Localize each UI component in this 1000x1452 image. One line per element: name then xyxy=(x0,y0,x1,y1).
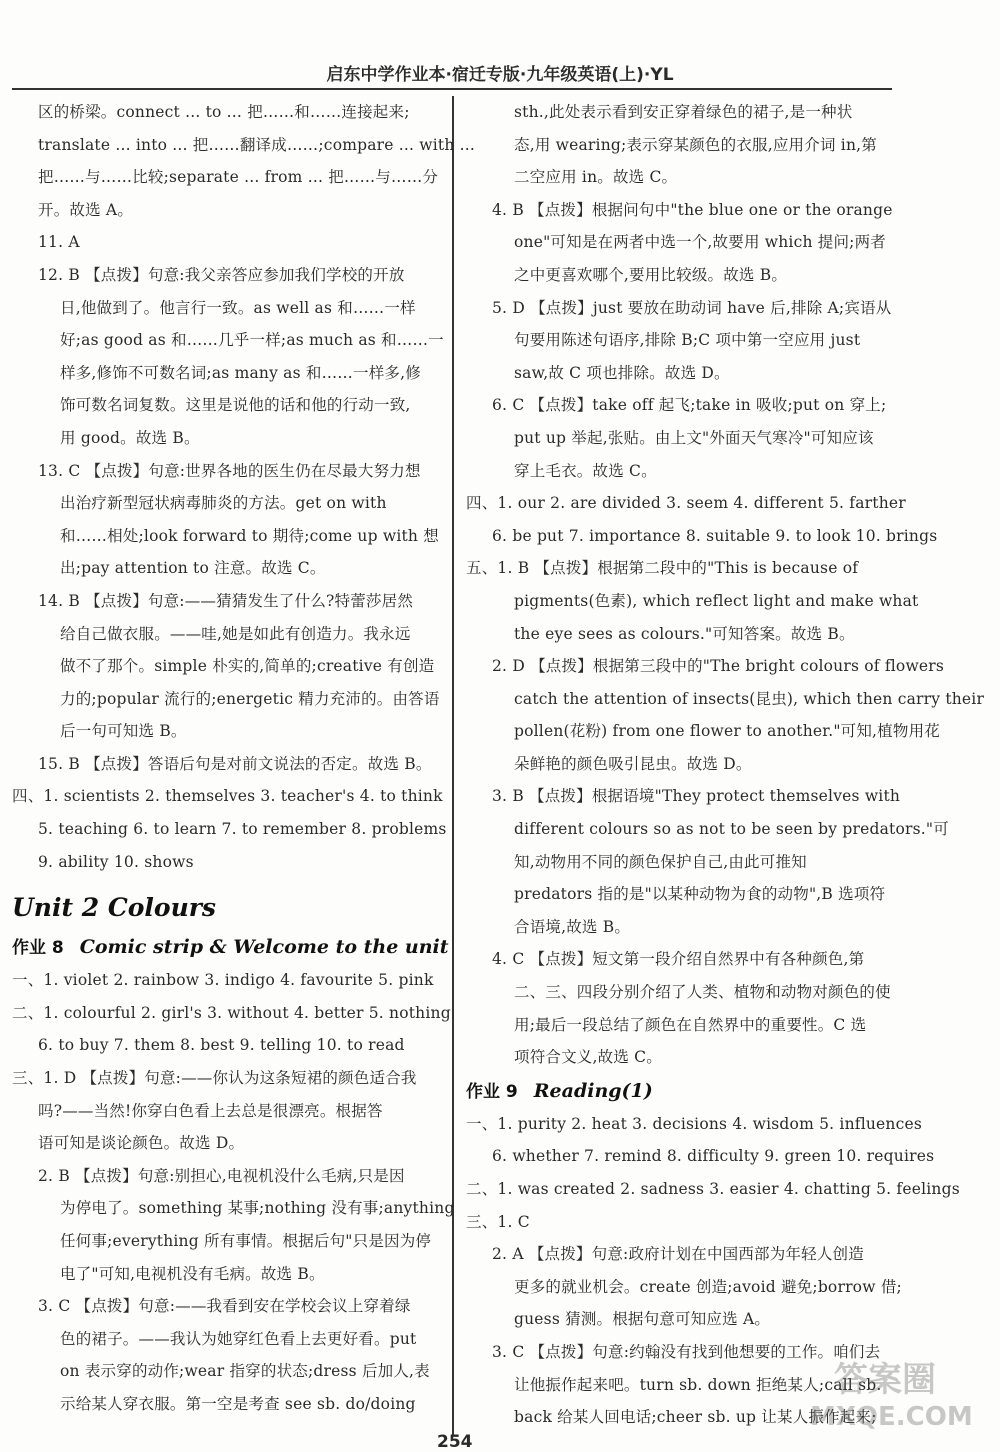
text-line: 四、1. scientists 2. themselves 3. teacher's 4. to think xyxy=(12,787,443,806)
running-header: 启东中学作业本·宿迁专版·九年级英语(上)·YL xyxy=(326,65,674,85)
text-line: the eye sees as colours."可知答案。故选 B。 xyxy=(514,624,855,643)
text-line: 二、三、四段分别介绍了人类、植物和动物对颜色的使 xyxy=(514,983,891,1002)
text-line: sth.,此处表示看到安正穿着绿色的裙子,是一种状 xyxy=(514,103,853,121)
text-line: 把……与……比较;separate ... from ... 把……与……分 xyxy=(38,168,439,187)
text-line: 为停电了。something 某事;nothing 没有事;anything xyxy=(60,1199,455,1218)
text-line: 区的桥梁。connect ... to ... 把……和……连接起来; xyxy=(38,103,410,121)
text-line: 3. C 【点拨】句意:——我看到安在学校会议上穿着绿 xyxy=(38,1297,411,1316)
text-line: 吗?——当然!你穿白色看上去总是很漂亮。根据答 xyxy=(38,1101,383,1120)
text-line: saw,故 C 项也排除。故选 D。 xyxy=(514,363,730,382)
column-divider xyxy=(452,96,454,1436)
text-line: 项符合文义,故选 C。 xyxy=(514,1048,662,1067)
watermark xyxy=(810,1352,973,1438)
text-line: 任何事;everything 所有事情。根据后句"只是因为停 xyxy=(60,1232,432,1250)
text-line: 2. A 【点拨】句意:政府计划在中国西部为年轻人创造 xyxy=(492,1245,864,1264)
text-line: 15. B 【点拨】答语后句是对前文说法的否定。故选 B。 xyxy=(38,754,432,773)
homework-9-title xyxy=(466,1074,894,1108)
text-line: 出;pay attention to 注意。故选 C。 xyxy=(60,559,326,578)
text-line: 一、1. purity 2. heat 3. decisions 4. wisdom 5. influences xyxy=(466,1114,922,1133)
unit-title: Unit 2 Colours xyxy=(12,893,216,923)
text-line: 好;as good as 和……几乎一样;as much as 和……一 xyxy=(60,331,444,350)
text-line: different colours so as not to be seen by predators."可 xyxy=(514,820,949,839)
text-line: translate ... into ... 把……翻译成……;compare ... with ... xyxy=(38,135,476,154)
text-line: 日,他做到了。他言行一致。as well as 和……一样 xyxy=(60,298,416,317)
text-line: 朵鲜艳的颜色吸引昆虫。故选 D。 xyxy=(514,754,752,773)
text-line: catch the attention of insects(昆虫), which then carry their xyxy=(514,689,985,708)
text-line: 之中更喜欢哪个,要用比较级。故选 B。 xyxy=(514,265,788,284)
watermark-text: 答案圈 xyxy=(834,1360,936,1400)
text-line: 用 good。故选 B。 xyxy=(60,428,200,447)
text-line: one"可知是在两者中选一个,故要用 which 提问;两者 xyxy=(514,233,886,252)
text-line: 更多的就业机会。create 创造;avoid 避免;borrow 借; xyxy=(514,1277,902,1296)
text-line: 3. C 【点拨】句意:约翰没有找到他想要的工作。咱们去 xyxy=(492,1342,881,1361)
right-column xyxy=(466,96,985,1434)
text-line: 做不了那个。simple 朴实的,简单的;creative 有创造 xyxy=(60,657,435,676)
text-line: 二、1. was created 2. sadness 3. easier 4. chatting 5. feelings xyxy=(466,1180,960,1198)
text-line: 三、1. D 【点拨】句意:——你认为这条短裙的颜色适合我 xyxy=(12,1069,417,1088)
page-number: 254 xyxy=(437,1432,473,1452)
text-line: 电了"可知,电视机没有毛病。故选 B。 xyxy=(60,1264,325,1283)
text-line: 句要用陈述句语序,排除 B;C 项中第一空应用 just xyxy=(514,331,861,350)
text-line: 语可知是谈论颜色。故选 D。 xyxy=(38,1134,245,1153)
text-line: 色的裙子。——我认为她穿红色看上去更好看。put xyxy=(60,1329,417,1348)
text-line: 2. B 【点拨】句意:别担心,电视机没什么毛病,只是因 xyxy=(38,1166,405,1185)
text-line: 饰可数名词复数。这里是说他的话和他的行动一致, xyxy=(60,396,411,415)
text-line: 二、1. colourful 2. girl's 3. without 4. better 5. nothing xyxy=(12,1003,451,1022)
text-line: 4. B 【点拨】根据问句中"the blue one or the orange xyxy=(492,200,893,219)
homework-9-name: Reading(1) xyxy=(533,1079,653,1102)
homework-8-label: 作业 8 xyxy=(12,938,64,959)
text-line: back 给某人回电话;cheer sb. up 让某人振作起来; xyxy=(514,1408,877,1427)
text-line: 2. D 【点拨】根据第三段中的"The bright colours of flowers xyxy=(492,657,945,676)
header-rule xyxy=(12,88,892,90)
homework-8-title xyxy=(12,930,449,964)
text-line: on 表示穿的动作;wear 指穿的状态;dress 后加人,表 xyxy=(60,1362,430,1381)
text-line: 14. B 【点拨】句意:——猜猜发生了什么?特蕾莎居然 xyxy=(38,591,414,610)
text-line: 9. ability 10. shows xyxy=(38,852,194,871)
text-line: 穿上毛衣。故选 C。 xyxy=(514,461,657,480)
text-line: guess 猜测。根据句意可知应选 A。 xyxy=(514,1310,771,1329)
text-line: 4. C 【点拨】短文第一段介绍自然界中有各种颜色,第 xyxy=(492,950,865,969)
text-line: 五、1. B 【点拨】根据第二段中的"This is because of xyxy=(466,559,859,578)
text-line: 知,动物用不同的颜色保护自己,由此可推知 xyxy=(514,852,807,871)
homework-8-name: Comic strip & Welcome to the unit xyxy=(79,936,449,959)
text-line: 后一句可知选 B。 xyxy=(60,722,187,741)
text-line: 给自己做衣服。——哇,她是如此有创造力。我永远 xyxy=(60,624,411,643)
text-line: 样多,修饰不可数名词;as many as 和……一样多,修 xyxy=(60,363,421,382)
watermark-url: MXQE.COM xyxy=(810,1402,973,1432)
text-line: predators 指的是"以某种动物为食的动物",B 选项符 xyxy=(514,885,886,904)
left-column xyxy=(12,96,476,1421)
text-line: 12. B 【点拨】句意:我父亲答应参加我们学校的开放 xyxy=(38,265,405,284)
text-line: 6. be put 7. importance 8. suitable 9. to look 10. brings xyxy=(492,526,938,545)
text-line: 6. to buy 7. them 8. best 9. telling 10. to read xyxy=(38,1036,405,1055)
text-line: 态,用 wearing;表示穿某颜色的衣服,应用介词 in,第 xyxy=(514,135,877,154)
text-line: 一、1. violet 2. rainbow 3. indigo 4. favourite 5. pink xyxy=(12,971,434,990)
text-line: 二空应用 in。故选 C。 xyxy=(514,168,678,187)
text-line: pigments(色素), which reflect light and make what xyxy=(514,591,919,610)
text-line: 5. teaching 6. to learn 7. to remember 8. problems xyxy=(38,820,447,839)
text-line: 让他振作起来吧。turn sb. down 拒绝某人;call sb. xyxy=(514,1375,882,1394)
text-line: 力的;popular 流行的;energetic 精力充沛的。由答语 xyxy=(60,689,440,708)
homework-9-label: 作业 9 xyxy=(466,1081,518,1102)
text-line: pollen(花粉) from one flower to another."可知,植物用花 xyxy=(514,722,940,741)
text-line: 13. C 【点拨】句意:世界各地的医生仍在尽最大努力想 xyxy=(38,461,421,480)
text-line: 6. C 【点拨】take off 起飞;take in 吸收;put on 穿上; xyxy=(492,396,887,415)
text-line: 5. D 【点拨】just 要放在助动词 have 后,排除 A;宾语从 xyxy=(492,298,892,317)
text-line: 6. whether 7. remind 8. difficulty 9. green 10. requires xyxy=(492,1147,935,1166)
text-line: 四、1. our 2. are divided 3. seem 4. different 5. farther xyxy=(466,494,906,513)
text-line: 三、1. C xyxy=(466,1212,530,1231)
text-line: put up 举起,张贴。由上文"外面天气寒冷"可知应该 xyxy=(514,428,874,447)
text-line: 3. B 【点拨】根据语境"They protect themselves with xyxy=(492,787,901,806)
text-line: 11. A xyxy=(38,233,80,252)
text-line: 出治疗新型冠状病毒肺炎的方法。get on with xyxy=(60,494,387,513)
text-line: 示给某人穿衣服。第一空是考查 see sb. do/doing xyxy=(60,1394,416,1413)
text-line: 和……相处;look forward to 期待;come up with 想 xyxy=(60,526,439,545)
text-line: 用;最后一段总结了颜色在自然界中的重要性。C 选 xyxy=(514,1015,867,1034)
text-line: 开。故选 A。 xyxy=(38,200,134,219)
text-line: 合语境,故选 B。 xyxy=(514,917,631,936)
